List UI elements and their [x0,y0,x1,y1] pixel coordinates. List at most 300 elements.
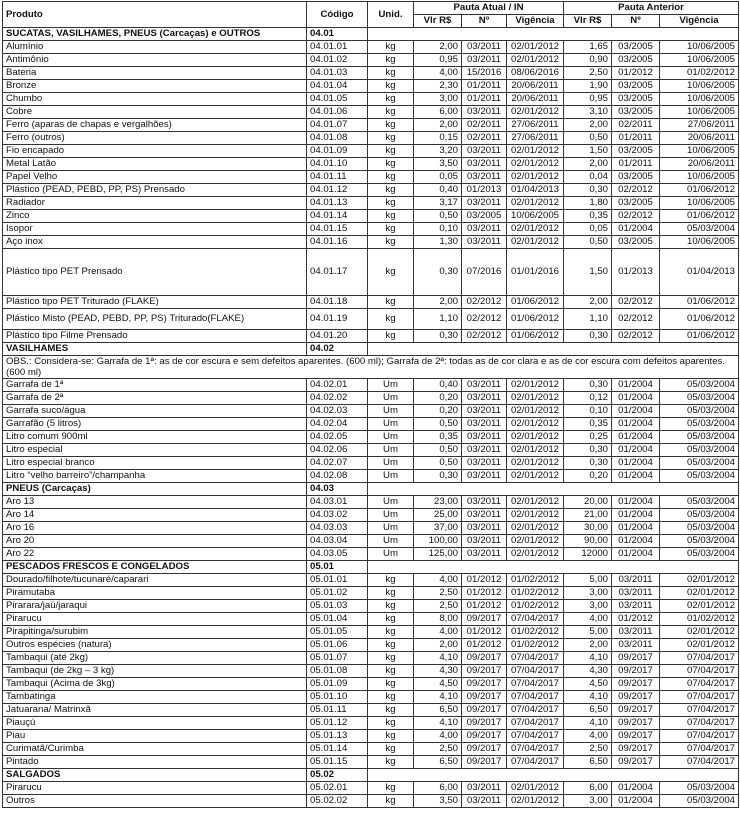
table-row [3,509,739,522]
unit: kg [368,795,414,808]
date-current: 01/04/2013 [507,184,564,197]
product-name: Garrafa de 1ª [3,379,307,392]
col-header-vigencia-atual: Vigência [507,15,564,28]
date-previous: 01/06/2012 [660,330,739,343]
value-previous: 4,00 [564,730,612,743]
unit: kg [368,330,414,343]
product-name: Litro especial branco [3,457,307,470]
number-previous: 01/2004 [612,223,660,236]
date-previous: 05/03/2004 [660,535,739,548]
date-previous: 02/01/2012 [660,626,739,639]
value-previous: 4,10 [564,717,612,730]
product-name: Chumbo [3,93,307,106]
date-current: 08/06/2016 [507,67,564,80]
product-code: 04.01.10 [307,158,368,171]
product-name: Antimônio [3,54,307,67]
number-current: 03/2011 [462,197,507,210]
value-current: 0,30 [414,249,462,296]
value-previous: 12000 [564,548,612,561]
col-header-num-atual: Nº [462,15,507,28]
number-previous: 09/2017 [612,730,660,743]
value-current: 6,00 [414,106,462,119]
col-header-num-anterior: Nº [612,15,660,28]
product-code: 04.03.04 [307,535,368,548]
note-text: OBS.: Considera-se: Garrafa de 1ª: as de cor escura e sem defeitos aparentes. (600 ml); Garrafa de 2ª: todas as de cor clara e as de cor escura com defeitos aparentes. (600 ml) [3,356,739,379]
product-name: Pirarucu [3,782,307,795]
value-current: 125,00 [414,548,462,561]
product-code: 05.01.15 [307,756,368,769]
number-previous: 01/2004 [612,535,660,548]
date-current: 07/04/2017 [507,743,564,756]
value-current: 4,00 [414,730,462,743]
section-code: 04.02 [307,343,368,356]
number-current: 09/2017 [462,691,507,704]
product-name: Piauçú [3,717,307,730]
value-current: 4,10 [414,691,462,704]
unit: Um [368,431,414,444]
table-row [3,639,739,652]
date-previous: 05/03/2004 [660,223,739,236]
unit: Um [368,496,414,509]
value-previous: 1,65 [564,41,612,54]
product-name: Bronze [3,80,307,93]
product-code: 04.02.01 [307,379,368,392]
unit: kg [368,197,414,210]
unit: kg [368,210,414,223]
product-code: 05.01.05 [307,626,368,639]
number-previous: 01/2004 [612,444,660,457]
number-previous: 09/2017 [612,756,660,769]
value-previous: 20,00 [564,496,612,509]
date-current: 02/01/2012 [507,548,564,561]
date-current: 27/06/2011 [507,132,564,145]
unit: kg [368,158,414,171]
product-name: Tambatinga [3,691,307,704]
number-previous: 03/2011 [612,600,660,613]
value-current: 1,30 [414,236,462,249]
product-name: Pirarara/jaú/jaraqui [3,600,307,613]
number-previous: 03/2011 [612,587,660,600]
value-current: 1,10 [414,309,462,330]
unit: kg [368,132,414,145]
unit: kg [368,67,414,80]
table-row [3,158,739,171]
product-name: Tambaqui (até 2kg) [3,652,307,665]
value-current: 0,35 [414,431,462,444]
date-previous: 05/03/2004 [660,392,739,405]
product-name: Tambaqui (Acima de 3kg) [3,678,307,691]
product-code: 05.01.10 [307,691,368,704]
col-header-produto: Produto [3,2,307,28]
date-previous: 07/04/2017 [660,678,739,691]
number-previous: 09/2017 [612,665,660,678]
section-row [3,483,739,496]
unit: kg [368,54,414,67]
product-name: Aro 16 [3,522,307,535]
number-current: 07/2016 [462,249,507,296]
unit: Um [368,548,414,561]
number-previous: 01/2011 [612,158,660,171]
value-current: 6,00 [414,782,462,795]
date-current: 02/01/2012 [507,470,564,483]
unit: kg [368,236,414,249]
table-row [3,678,739,691]
product-code: 04.01.13 [307,197,368,210]
date-current: 07/04/2017 [507,717,564,730]
date-previous: 02/01/2012 [660,574,739,587]
value-previous: 6,50 [564,756,612,769]
table-row [3,236,739,249]
section-code: 05.02 [307,769,368,782]
product-name: Papel Velho [3,171,307,184]
product-name: Outros espécies (natura) [3,639,307,652]
number-current: 03/2011 [462,171,507,184]
col-header-vlr-atual: Vlr R$ [414,15,462,28]
date-current: 02/01/2012 [507,444,564,457]
date-current: 02/01/2012 [507,223,564,236]
number-previous: 03/2005 [612,197,660,210]
product-name: Isopor [3,223,307,236]
product-code: 04.02.07 [307,457,368,470]
table-row [3,574,739,587]
number-previous: 03/2005 [612,236,660,249]
value-previous: 3,10 [564,106,612,119]
value-previous: 0,35 [564,210,612,223]
number-current: 09/2017 [462,730,507,743]
value-previous: 2,00 [564,158,612,171]
date-previous: 10/06/2005 [660,41,739,54]
number-previous: 09/2017 [612,691,660,704]
number-previous: 09/2017 [612,678,660,691]
table-row [3,665,739,678]
value-previous: 3,00 [564,795,612,808]
value-current: 4,00 [414,626,462,639]
section-row [3,561,739,574]
date-previous: 01/06/2012 [660,296,739,309]
section-empty [368,343,739,356]
date-previous: 10/06/2005 [660,54,739,67]
number-current: 03/2011 [462,509,507,522]
date-previous: 05/03/2004 [660,470,739,483]
value-current: 4,50 [414,678,462,691]
number-previous: 02/2011 [612,119,660,132]
unit: Um [368,470,414,483]
section-empty [368,28,739,41]
product-name: Dourado/filhote/tucunaré/caparari [3,574,307,587]
number-current: 09/2017 [462,704,507,717]
value-current: 0,30 [414,470,462,483]
product-code: 04.01.14 [307,210,368,223]
value-previous: 0,30 [564,330,612,343]
unit: kg [368,782,414,795]
product-code: 05.01.03 [307,600,368,613]
section-empty [368,561,739,574]
value-current: 4,30 [414,665,462,678]
section-code: 05.01 [307,561,368,574]
value-previous: 0,25 [564,431,612,444]
product-name: Aro 13 [3,496,307,509]
product-code: 04.01.05 [307,93,368,106]
value-current: 37,00 [414,522,462,535]
number-previous: 09/2017 [612,704,660,717]
table-row [3,223,739,236]
unit: Um [368,457,414,470]
date-previous: 07/04/2017 [660,652,739,665]
product-name: Litro “velho barreiro”/champanha [3,470,307,483]
value-previous: 0,30 [564,184,612,197]
value-previous: 2,00 [564,296,612,309]
unit: Um [368,392,414,405]
value-previous: 0,30 [564,457,612,470]
product-code: 05.01.09 [307,678,368,691]
note-row [3,356,739,379]
date-current: 10/06/2005 [507,210,564,223]
date-current: 02/01/2012 [507,158,564,171]
value-current: 3,17 [414,197,462,210]
number-current: 03/2011 [462,548,507,561]
date-previous: 20/06/2011 [660,132,739,145]
number-previous: 03/2005 [612,54,660,67]
value-current: 2,00 [414,296,462,309]
product-name: Fio encapado [3,145,307,158]
number-current: 03/2011 [462,782,507,795]
number-current: 03/2011 [462,405,507,418]
unit: kg [368,652,414,665]
value-current: 2,50 [414,600,462,613]
value-current: 100,00 [414,535,462,548]
number-current: 01/2011 [462,80,507,93]
col-header-vigencia-anterior: Vigência [660,15,739,28]
number-current: 09/2017 [462,743,507,756]
section-row [3,769,739,782]
product-code: 04.03.01 [307,496,368,509]
product-name: Pirarucu [3,613,307,626]
number-previous: 09/2017 [612,743,660,756]
table-row [3,309,739,330]
date-previous: 10/06/2005 [660,171,739,184]
number-previous: 01/2004 [612,457,660,470]
date-current: 07/04/2017 [507,665,564,678]
number-current: 09/2017 [462,678,507,691]
value-previous: 6,50 [564,704,612,717]
unit: kg [368,626,414,639]
table-row [3,691,739,704]
table-row [3,652,739,665]
number-previous: 09/2017 [612,652,660,665]
number-current: 01/2011 [462,93,507,106]
product-code: 04.03.05 [307,548,368,561]
date-current: 07/04/2017 [507,678,564,691]
product-code: 04.02.04 [307,418,368,431]
date-previous: 07/04/2017 [660,704,739,717]
date-current: 02/01/2012 [507,431,564,444]
value-current: 4,00 [414,574,462,587]
section-title: VASILHAMES [3,343,307,356]
value-current: 23,00 [414,496,462,509]
value-current: 0,20 [414,392,462,405]
table-row [3,41,739,54]
number-current: 03/2011 [462,444,507,457]
product-code: 04.01.02 [307,54,368,67]
number-previous: 01/2011 [612,132,660,145]
date-previous: 05/03/2004 [660,418,739,431]
table-row [3,457,739,470]
date-current: 02/01/2012 [507,379,564,392]
date-current: 07/04/2017 [507,704,564,717]
product-name: Tambaqui (de 2kg – 3 kg) [3,665,307,678]
value-current: 2,00 [414,119,462,132]
date-previous: 07/04/2017 [660,730,739,743]
number-previous: 03/2005 [612,80,660,93]
product-code: 04.03.03 [307,522,368,535]
value-previous: 0,05 [564,223,612,236]
table-row [3,54,739,67]
value-previous: 0,50 [564,132,612,145]
product-code: 05.01.14 [307,743,368,756]
unit: kg [368,613,414,626]
value-previous: 5,00 [564,574,612,587]
date-current: 01/02/2012 [507,639,564,652]
date-current: 02/01/2012 [507,392,564,405]
unit: Um [368,509,414,522]
product-name: Ferro (aparas de chapas e vergalhões) [3,119,307,132]
product-name: Pirapitinga/surubim [3,626,307,639]
product-name: Metal Latão [3,158,307,171]
unit: Um [368,522,414,535]
table-row [3,444,739,457]
number-current: 01/2012 [462,574,507,587]
number-previous: 02/2012 [612,296,660,309]
number-current: 03/2011 [462,522,507,535]
section-code: 04.03 [307,483,368,496]
value-current: 2,50 [414,587,462,600]
value-current: 0,30 [414,330,462,343]
product-code: 04.01.03 [307,67,368,80]
value-current: 4,10 [414,717,462,730]
section-empty [368,483,739,496]
unit: Um [368,535,414,548]
number-current: 01/2012 [462,626,507,639]
number-current: 09/2017 [462,652,507,665]
unit: kg [368,119,414,132]
number-current: 03/2011 [462,106,507,119]
number-previous: 01/2004 [612,795,660,808]
section-empty [368,769,739,782]
table-row [3,379,739,392]
number-current: 03/2011 [462,223,507,236]
product-name: Zinco [3,210,307,223]
table-row [3,93,739,106]
number-current: 02/2011 [462,132,507,145]
unit: kg [368,587,414,600]
table-row [3,296,739,309]
date-previous: 05/03/2004 [660,795,739,808]
table-row [3,67,739,80]
value-current: 0,50 [414,457,462,470]
number-previous: 01/2004 [612,379,660,392]
table-row [3,782,739,795]
date-current: 02/01/2012 [507,405,564,418]
value-previous: 0,35 [564,418,612,431]
date-current: 07/04/2017 [507,691,564,704]
section-row [3,28,739,41]
date-current: 02/01/2012 [507,41,564,54]
unit: kg [368,249,414,296]
date-previous: 01/04/2013 [660,249,739,296]
number-previous: 03/2005 [612,145,660,158]
section-title: PNEUS (Carcaças) [3,483,307,496]
number-previous: 01/2004 [612,431,660,444]
product-name: Outros [3,795,307,808]
number-previous: 01/2004 [612,522,660,535]
unit: kg [368,309,414,330]
product-name: Aro 22 [3,548,307,561]
value-previous: 4,30 [564,665,612,678]
number-previous: 01/2012 [612,67,660,80]
number-current: 09/2017 [462,613,507,626]
value-previous: 6,00 [564,782,612,795]
value-current: 0,50 [414,210,462,223]
date-previous: 05/03/2004 [660,444,739,457]
product-name: Plástico (PEAD, PEBD, PP, PS) Prensado [3,184,307,197]
value-previous: 0,30 [564,379,612,392]
unit: Um [368,405,414,418]
product-code: 04.01.19 [307,309,368,330]
date-previous: 02/01/2012 [660,587,739,600]
unit: kg [368,756,414,769]
date-current: 02/01/2012 [507,236,564,249]
value-previous: 0,12 [564,392,612,405]
date-previous: 07/04/2017 [660,717,739,730]
table-row [3,249,739,296]
unit: kg [368,743,414,756]
table-row [3,80,739,93]
date-current: 02/01/2012 [507,535,564,548]
date-previous: 05/03/2004 [660,431,739,444]
number-previous: 01/2004 [612,548,660,561]
product-name: Plástico tipo PET Prensado [3,249,307,296]
value-current: 2,50 [414,743,462,756]
table-row [3,405,739,418]
product-code: 05.01.02 [307,587,368,600]
value-current: 3,00 [414,93,462,106]
date-current: 20/06/2011 [507,80,564,93]
number-current: 01/2012 [462,587,507,600]
unit: kg [368,691,414,704]
value-current: 0,50 [414,444,462,457]
date-previous: 05/03/2004 [660,457,739,470]
product-name: Cobre [3,106,307,119]
product-code: 05.01.13 [307,730,368,743]
date-previous: 07/04/2017 [660,691,739,704]
date-previous: 10/06/2005 [660,197,739,210]
number-previous: 03/2011 [612,574,660,587]
number-previous: 02/2012 [612,210,660,223]
unit: Um [368,379,414,392]
unit: kg [368,93,414,106]
date-previous: 02/01/2012 [660,600,739,613]
date-current: 20/06/2011 [507,93,564,106]
value-current: 3,50 [414,158,462,171]
value-current: 0,20 [414,405,462,418]
value-current: 4,00 [414,67,462,80]
value-previous: 21,00 [564,509,612,522]
value-previous: 2,50 [564,743,612,756]
date-previous: 10/06/2005 [660,236,739,249]
number-current: 03/2011 [462,236,507,249]
col-header-codigo: Código [307,2,368,28]
date-current: 01/06/2012 [507,330,564,343]
